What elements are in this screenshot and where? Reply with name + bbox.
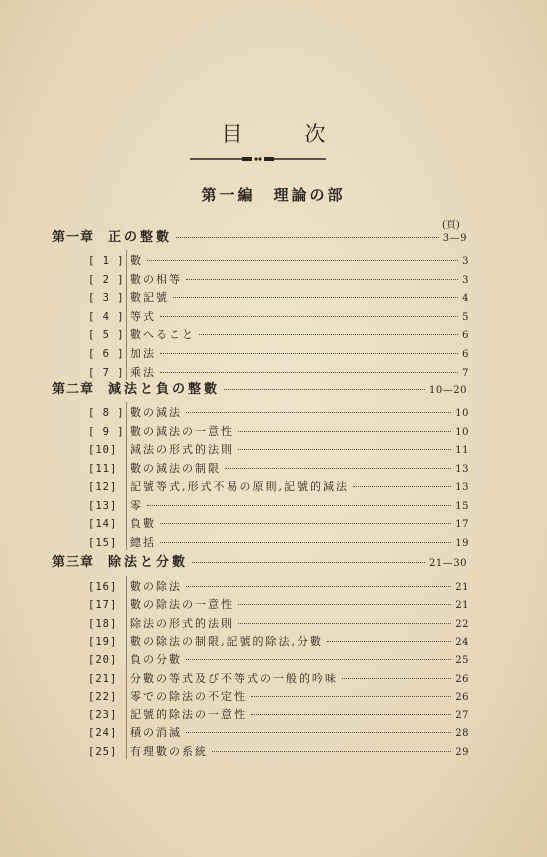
section-number: [12] xyxy=(88,481,118,493)
section-title: 等式 xyxy=(130,309,156,323)
section-page: 22 xyxy=(455,618,469,630)
section-page: 26 xyxy=(455,673,469,685)
section-page: 25 xyxy=(455,655,469,667)
toc-section-row xyxy=(88,441,469,459)
toc-section-row xyxy=(88,271,469,289)
section-title: 數 xyxy=(130,254,143,267)
toc-section-row xyxy=(88,651,469,669)
section-page: 19 xyxy=(455,537,469,549)
toc-section-row xyxy=(88,460,469,478)
leader-dots xyxy=(238,604,451,605)
chapter-heading xyxy=(52,378,467,396)
section-title: 分數の等式及び不等式の一般的吟味 xyxy=(130,671,338,685)
section-title: 記號等式,形式不易の原則,記號的減法 xyxy=(130,480,349,493)
section-title: 數の除法 xyxy=(130,580,182,593)
toc-section-row xyxy=(88,308,469,326)
section-number: [18] xyxy=(88,617,118,630)
toc-section-row xyxy=(88,743,469,761)
toc-section-row xyxy=(88,423,469,441)
section-title: 負の分數 xyxy=(130,653,182,667)
toc-section-row xyxy=(88,478,469,496)
section-page: 4 xyxy=(462,293,469,305)
section-number: [16] xyxy=(88,581,118,593)
section-title: 數の相等 xyxy=(130,272,182,286)
section-number: [11] xyxy=(88,462,118,475)
leader-dots xyxy=(238,623,451,624)
section-title: 數の除法の一意性 xyxy=(130,598,234,612)
leader-dots xyxy=(186,586,451,587)
leader-dots xyxy=(147,505,451,506)
section-title: 數へること xyxy=(130,328,195,342)
section-page: 21 xyxy=(455,600,469,612)
chapter-pages: 3—9 xyxy=(442,233,467,244)
leader-dots xyxy=(160,316,458,317)
part-title: 第一編 理論の部 xyxy=(201,186,346,204)
toc-section-row xyxy=(88,345,469,363)
leader-dots xyxy=(342,678,451,679)
section-title: 有理數の系統 xyxy=(130,744,208,758)
toc-section-row xyxy=(88,724,469,742)
leader-dots xyxy=(327,641,451,642)
toc-section-row xyxy=(88,688,469,706)
section-number: [17] xyxy=(88,599,118,612)
section-title: 乘法 xyxy=(130,365,156,379)
section-number: [22] xyxy=(88,690,118,703)
section-number: [14] xyxy=(88,518,118,530)
section-number: [ 9 ] xyxy=(88,425,125,438)
leader-dots xyxy=(212,751,451,752)
toc-section-row xyxy=(88,534,469,552)
section-number: [24] xyxy=(88,727,118,740)
leader-dots xyxy=(238,431,451,432)
toc-section-row xyxy=(88,497,469,515)
chapter-title: 正の整數 xyxy=(108,230,173,245)
section-title: 減法の形式的法則 xyxy=(130,443,234,456)
section-number: [ 2 ] xyxy=(88,273,125,286)
leader-dots xyxy=(160,523,451,524)
section-number: [15] xyxy=(88,536,118,549)
section-page: 6 xyxy=(462,330,469,342)
toc-section-row xyxy=(88,706,469,724)
section-page: 17 xyxy=(455,519,469,530)
chapter-title: 減法と負の整數 xyxy=(108,382,221,397)
section-number: [ 4 ] xyxy=(88,310,125,323)
section-page: 6 xyxy=(462,349,469,360)
toc-section-row xyxy=(88,596,469,614)
leader-dots xyxy=(160,372,458,373)
leader-dots xyxy=(251,696,451,697)
section-page: 15 xyxy=(455,500,469,512)
chapter-number: 第一章 xyxy=(52,230,95,245)
section-page: 10 xyxy=(455,408,469,419)
toc-section-row xyxy=(88,252,469,270)
section-page: 28 xyxy=(455,728,469,740)
leader-dots xyxy=(160,542,451,543)
toc-section-row xyxy=(88,633,469,651)
section-page: 13 xyxy=(455,463,469,475)
section-page: 3 xyxy=(462,256,469,267)
section-number: [23] xyxy=(88,709,118,722)
section-page: 11 xyxy=(455,445,469,456)
leader-dots xyxy=(251,714,451,715)
leader-dots xyxy=(238,449,451,450)
toc-section-row xyxy=(88,289,469,307)
section-number: [25] xyxy=(88,745,118,758)
leader-dots xyxy=(225,468,451,469)
toc-section-row xyxy=(88,404,469,422)
chapter-heading xyxy=(52,551,467,569)
chapter-number: 第三章 xyxy=(52,555,95,570)
leader-dots xyxy=(199,334,458,335)
section-number: [20] xyxy=(88,654,118,667)
section-number: [21] xyxy=(88,672,118,685)
leader-dots xyxy=(173,297,458,298)
toc-section-row xyxy=(88,326,469,344)
chapter-number: 第二章 xyxy=(52,382,95,397)
leader-dots xyxy=(192,562,425,563)
section-title: 除法の形式的法則 xyxy=(130,616,234,630)
page-title: 目次 xyxy=(221,122,388,146)
toc-section-row xyxy=(88,615,469,633)
section-number: [ 6 ] xyxy=(88,348,125,360)
section-title: 積の消滅 xyxy=(130,726,182,740)
leader-dots xyxy=(186,279,458,280)
section-page: 10 xyxy=(455,426,469,438)
section-title: 數の減法の一意性 xyxy=(130,424,234,438)
leader-dots xyxy=(147,260,458,261)
section-title: 零 xyxy=(130,498,143,512)
chapter-pages: 21—30 xyxy=(429,558,467,569)
chapter-pages: 10—20 xyxy=(429,385,467,396)
section-title: 數の減法の制限 xyxy=(130,461,221,475)
leader-dots xyxy=(224,389,425,390)
leader-dots xyxy=(176,237,439,238)
chapter-title: 除法と分數 xyxy=(108,555,189,570)
section-number: [19] xyxy=(88,635,118,648)
section-page: 24 xyxy=(455,636,469,648)
section-title: 零での除法の不定性 xyxy=(130,689,247,703)
section-page: 5 xyxy=(462,311,469,323)
ornament-divider xyxy=(190,155,326,163)
toc-section-row xyxy=(88,670,469,688)
leader-dots xyxy=(186,412,451,413)
page-column-label: (頁) xyxy=(442,220,460,231)
section-title: 加法 xyxy=(130,347,156,360)
section-title: 數記號 xyxy=(130,291,169,305)
section-title: 總括 xyxy=(130,535,156,549)
leader-dots xyxy=(353,486,451,487)
section-number: [10] xyxy=(88,444,118,456)
section-page: 26 xyxy=(455,691,469,703)
section-title: 記號的除法の一意性 xyxy=(130,708,247,722)
section-title: 負數 xyxy=(130,517,156,530)
section-page: 21 xyxy=(455,582,469,593)
section-number: [ 1 ] xyxy=(88,255,125,267)
section-number: [ 3 ] xyxy=(88,292,125,305)
toc-section-row xyxy=(88,578,469,596)
section-title: 數の減法 xyxy=(130,406,182,419)
leader-dots xyxy=(160,353,458,354)
leader-dots xyxy=(186,659,451,660)
section-page: 13 xyxy=(455,482,469,493)
section-page: 27 xyxy=(455,710,469,722)
section-number: [13] xyxy=(88,499,118,512)
section-page: 3 xyxy=(462,274,469,286)
section-number: [ 7 ] xyxy=(88,366,125,379)
section-number: [ 8 ] xyxy=(88,407,125,419)
leader-dots xyxy=(186,732,451,733)
chapter-heading xyxy=(52,226,467,244)
section-title: 數の除法の制限,記號的除法,分數 xyxy=(130,634,323,648)
section-page: 29 xyxy=(455,746,469,758)
section-number: [ 5 ] xyxy=(88,329,125,342)
toc-section-row xyxy=(88,515,469,533)
section-page: 7 xyxy=(462,367,469,379)
